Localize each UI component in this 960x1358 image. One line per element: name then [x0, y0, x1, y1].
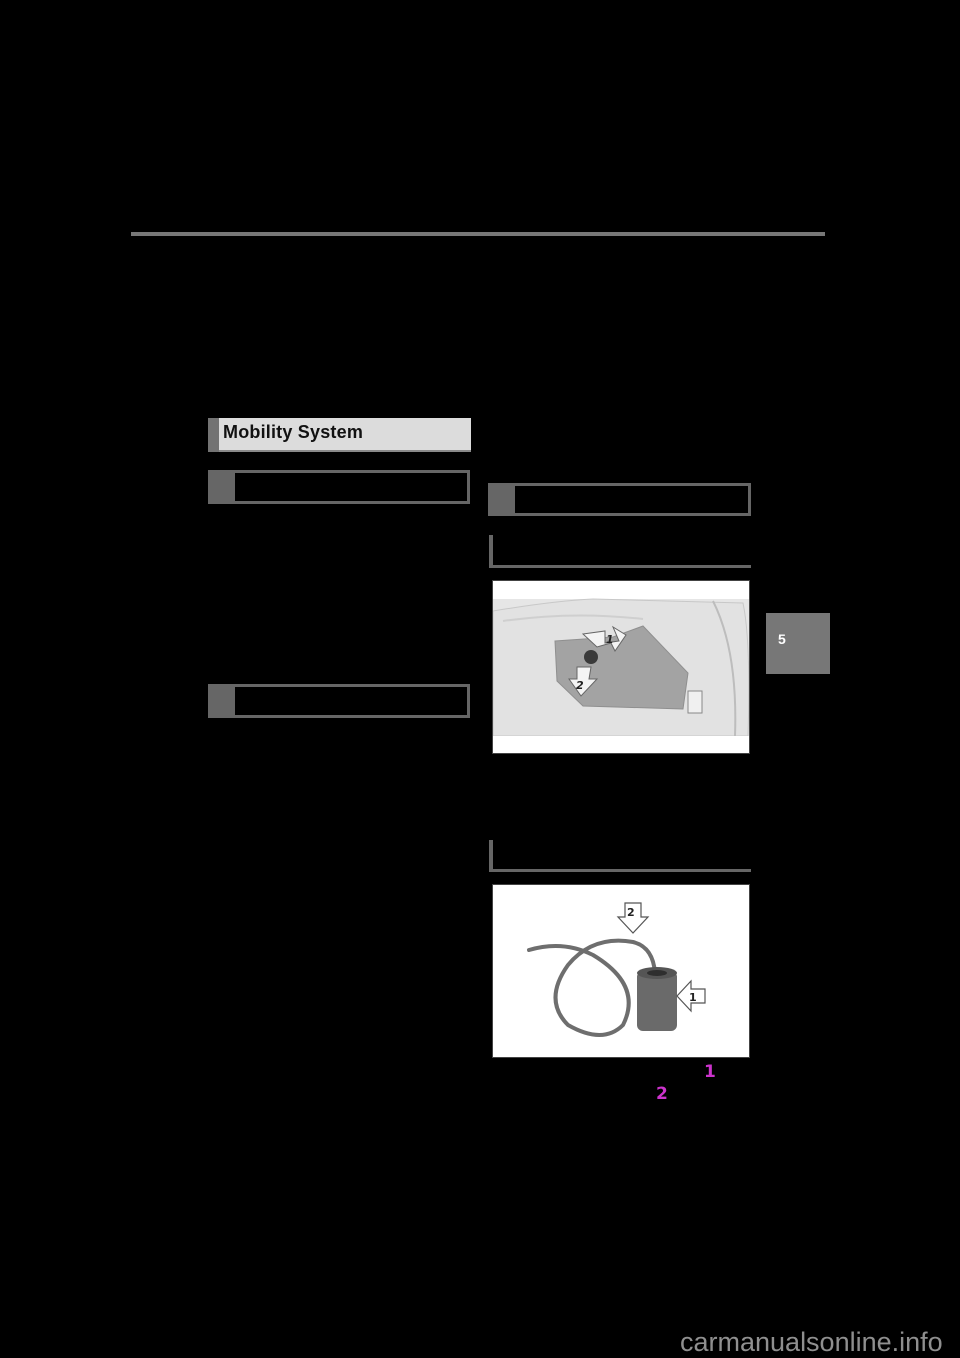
step-heading-bracket-2 [489, 840, 751, 872]
chapter-number: 5 [778, 631, 786, 647]
svg-text:1: 1 [606, 633, 614, 646]
header-rule [131, 232, 825, 236]
figure-sealant-hose [492, 884, 750, 1058]
subhead-tab [208, 684, 235, 718]
watermark-link[interactable]: carmanualsonline.info [680, 1327, 943, 1357]
subhead-box-2 [208, 684, 470, 718]
svg-text:2: 2 [576, 679, 584, 692]
step-heading-bracket-1 [489, 535, 751, 568]
chapter-tab[interactable] [766, 613, 830, 674]
reference-callout-1: 1 [704, 1062, 716, 1082]
svg-text:1: 1 [689, 991, 697, 1004]
reference-callout-2: 2 [656, 1084, 668, 1104]
svg-text:2: 2 [627, 906, 635, 919]
section-title: Mobility System [223, 422, 364, 442]
figure-trunk-panel [492, 580, 750, 754]
subhead-tab [208, 470, 235, 504]
trunk-panel-illustration [493, 581, 750, 754]
subhead-box-right [488, 483, 751, 516]
subhead-tab [488, 483, 515, 516]
subhead-box-1 [208, 470, 470, 504]
section-title-box [208, 418, 471, 452]
sealant-hose-illustration [493, 885, 750, 1058]
section-title-strip [208, 418, 219, 452]
